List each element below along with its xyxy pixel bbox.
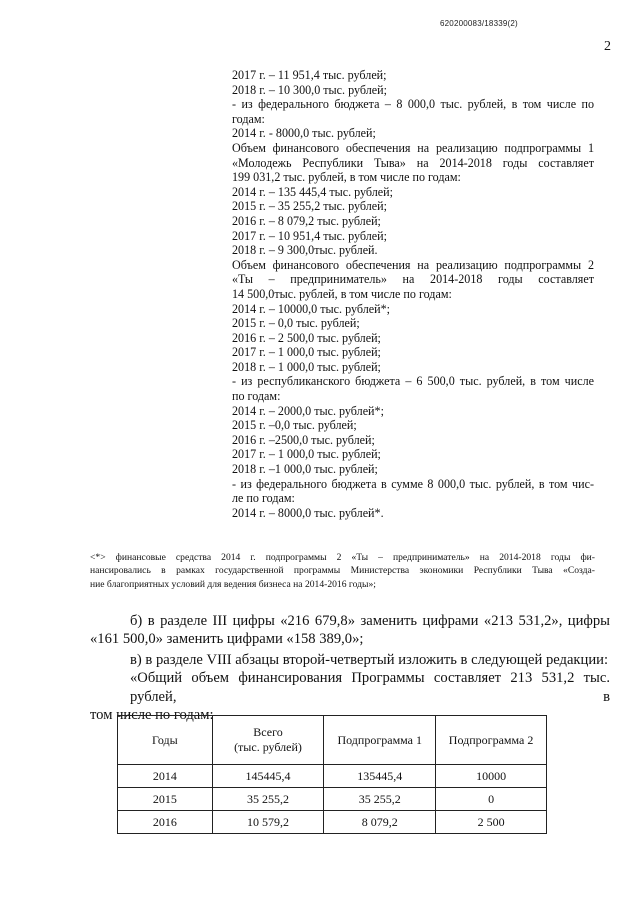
cell-subprogram-2: 10000	[436, 765, 547, 788]
paragraph-line: «Общий объем финансирования Программы составляет 213 531,2 тыс. рублей, в	[130, 670, 610, 705]
funding-line: 2018 г. –1 000,0 тыс. рублей;	[232, 462, 378, 477]
funding-line: 2017 г. – 10 951,4 тыс. рублей;	[232, 228, 387, 243]
funding-line: 2016 г. – 8 079,2 тыс. рублей;	[232, 213, 381, 228]
table-header-row	[118, 716, 547, 765]
paragraph-line: том числе по годам:	[90, 707, 214, 724]
funding-line: 199 031,2 тыс. рублей, в том числе по годам:	[232, 170, 461, 185]
header-subprogram-2: Подпрограмма 2	[436, 716, 547, 765]
funding-line: ле по годам:	[232, 491, 295, 506]
funding-line: 2015 г. –0,0 тыс. рублей;	[232, 418, 357, 433]
cell-year: 2016	[118, 811, 213, 834]
header-total: Всего (тыс. рублей)	[212, 716, 324, 765]
cell-total: 145445,4	[212, 765, 324, 788]
footnote	[90, 551, 595, 591]
financing-table	[117, 715, 547, 834]
funding-line: 2017 г. – 1 000,0 тыс. рублей;	[232, 345, 381, 360]
paragraph-line: в) в разделе VIII абзацы второй-четвертый изложить в следующей редакции:	[130, 652, 609, 668]
page-number: 2	[604, 39, 611, 54]
table-row	[118, 788, 547, 811]
funding-line: 2014 г. – 135 445,4 тыс. рублей;	[232, 184, 394, 199]
funding-line: 2017 г. – 11 951,4 тыс. рублей;	[232, 68, 387, 82]
funding-line: 2018 г. – 10 300,0 тыс. рублей;	[232, 82, 387, 97]
funding-line: 2015 г. – 35 255,2 тыс. рублей;	[232, 199, 387, 214]
funding-line: Объем финансового обеспечения на реализацию подпрограммы 1	[232, 140, 594, 155]
header-subprogram-1: Подпрограмма 1	[324, 716, 436, 765]
funding-line: 2014 г. – 8000,0 тыс. рублей*.	[232, 505, 384, 520]
footnote-line: <*> финансовые средства 2014 г. подпрограммы 2 «Ты – предприниматель» на 2014-2018 годы фи-	[90, 552, 595, 563]
funding-line: 14 500,0тыс. рублей, в том числе по годам:	[232, 286, 452, 301]
paragraph-line: б) в разделе III цифры «216 679,8» заменить цифрами «213 531,2», цифры	[130, 613, 610, 629]
cell-subprogram-2: 2 500	[436, 811, 547, 834]
table-row	[118, 811, 547, 834]
footnote-line: нансировались в рамках государственной программы Министерства экономики Республики Тыва «Созда-	[90, 565, 595, 577]
funding-line: Объем финансового обеспечения на реализацию подпрограммы 2	[232, 257, 594, 272]
funding-line: 2015 г. – 0,0 тыс. рублей;	[232, 316, 360, 331]
funding-line: - из федерального бюджета – 8 000,0 тыс. рублей, в том числе по	[232, 97, 594, 112]
cell-subprogram-1: 135445,4	[324, 765, 436, 788]
header-years: Годы	[118, 716, 213, 765]
funding-line: 2014 г. – 10000,0 тыс. рублей*;	[232, 301, 390, 316]
footnote-line: ние благоприятных условий для ведения бизнеса на 2014-2016 годы»;	[90, 578, 376, 590]
funding-column	[232, 68, 594, 520]
paragraph-b	[90, 612, 610, 649]
funding-line: по годам:	[232, 389, 281, 404]
cell-subprogram-2: 0	[436, 788, 547, 811]
cell-subprogram-1: 35 255,2	[324, 788, 436, 811]
funding-line: «Ты – предприниматель» на 2014-2018 годы составляет	[232, 272, 594, 287]
cell-subprogram-1: 8 079,2	[324, 811, 436, 834]
funding-line: годам:	[232, 111, 265, 126]
paragraph-line: «161 500,0» заменить цифрами «158 389,0»;	[90, 631, 364, 648]
cell-total: 10 579,2	[212, 811, 324, 834]
funding-line: 2016 г. – 2 500,0 тыс. рублей;	[232, 330, 381, 345]
funding-line: - из республиканского бюджета – 6 500,0 тыс. рублей, в том числе	[232, 374, 594, 389]
document-id: 620200083/18339(2)	[440, 19, 518, 28]
funding-line: 2018 г. – 9 300,0тыс. рублей.	[232, 243, 378, 258]
funding-line: 2014 г. - 8000,0 тыс. рублей;	[232, 126, 376, 141]
cell-year: 2015	[118, 788, 213, 811]
funding-line: 2017 г. – 1 000,0 тыс. рублей;	[232, 447, 381, 462]
paragraph-v	[90, 651, 610, 725]
cell-year: 2014	[118, 765, 213, 788]
funding-line: 2018 г. – 1 000,0 тыс. рублей;	[232, 359, 381, 374]
cell-total: 35 255,2	[212, 788, 324, 811]
funding-line: - из федерального бюджета в сумме 8 000,0 тыс. рублей, в том чис-	[232, 476, 594, 491]
funding-line: 2016 г. –2500,0 тыс. рублей;	[232, 432, 375, 447]
funding-line: 2014 г. – 2000,0 тыс. рублей*;	[232, 403, 384, 418]
table-row	[118, 765, 547, 788]
funding-line: «Молодежь Республики Тыва» на 2014-2018 годы составляет	[232, 155, 594, 170]
